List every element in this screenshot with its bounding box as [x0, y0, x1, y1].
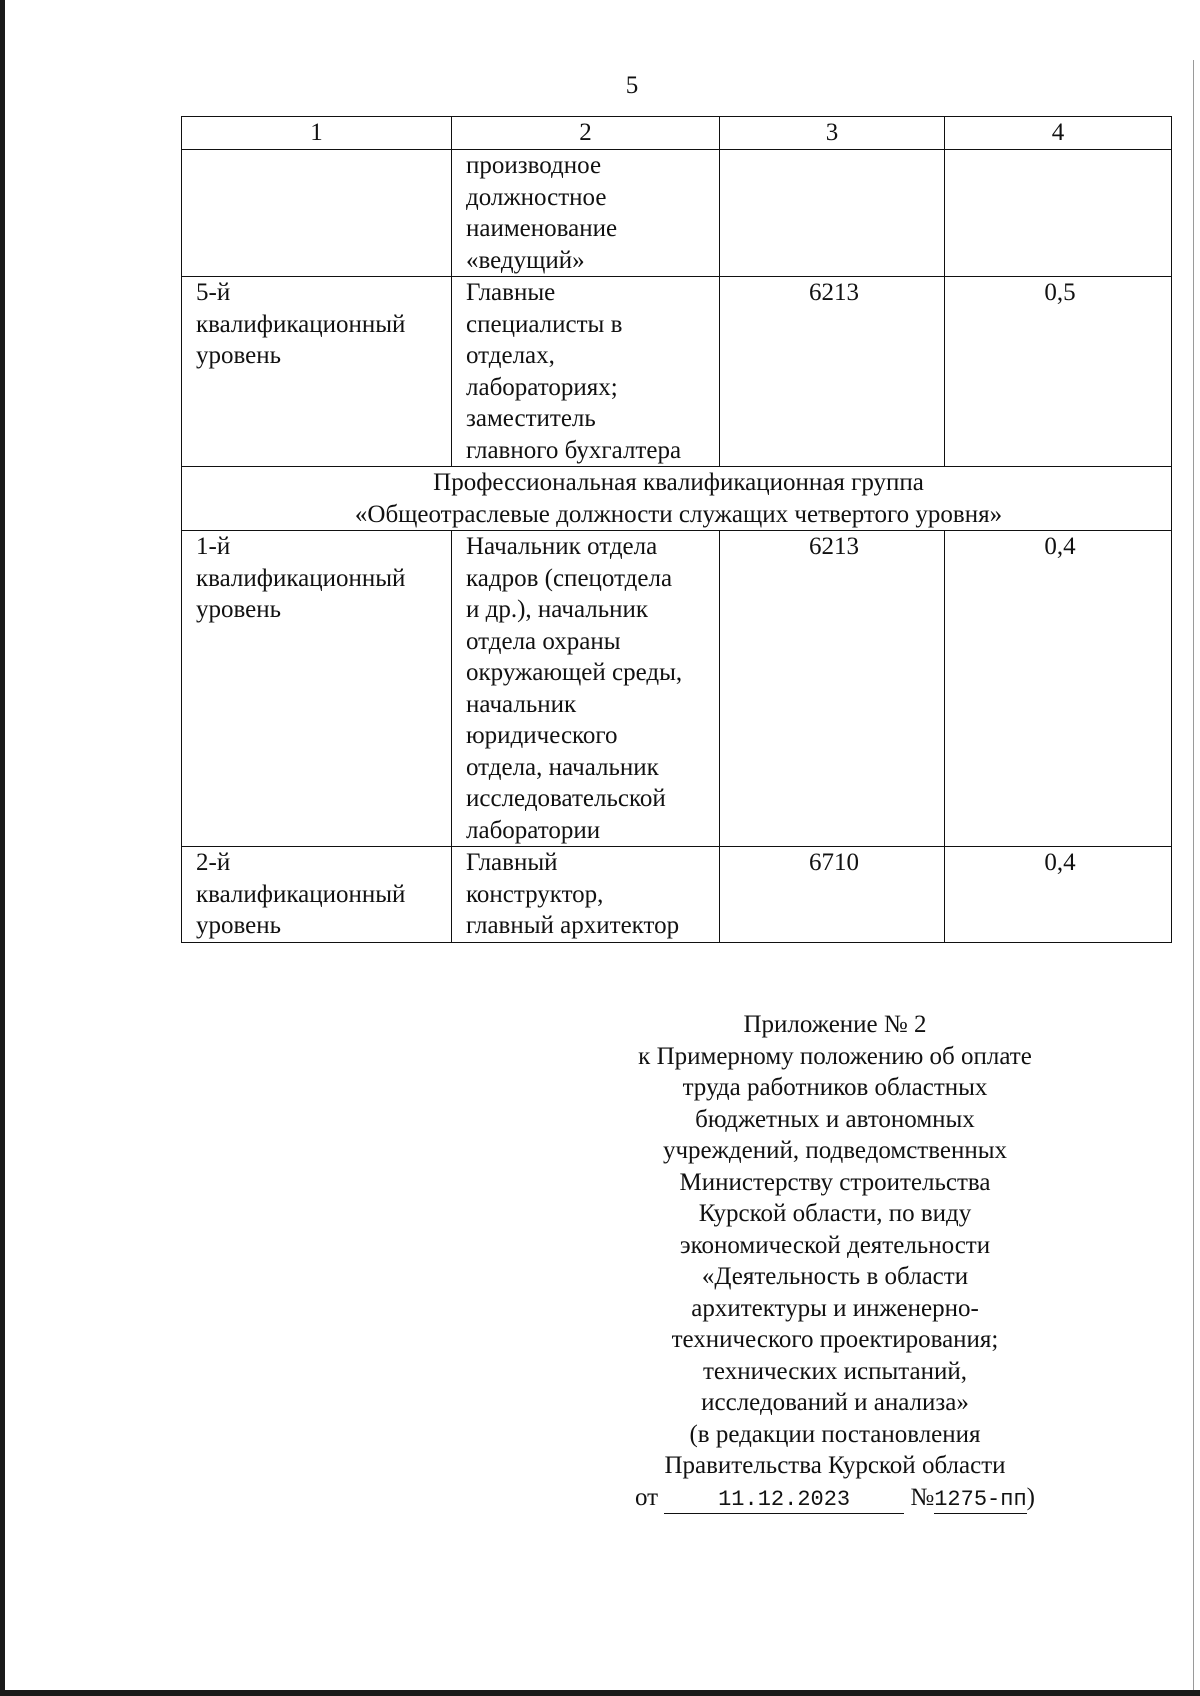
level-line: квалификационный — [196, 564, 406, 592]
level-line: 5-й — [196, 279, 231, 306]
position-line: лаборатории — [466, 816, 601, 844]
position-line: кадров (спецотдела — [466, 564, 673, 592]
level-line: 2-й — [196, 849, 231, 876]
appendix-line: исследований и анализа» — [701, 1389, 969, 1416]
appendix-block — [590, 1009, 1080, 1514]
position-line: окружающей среды, — [466, 659, 683, 686]
appendix-line: учреждений, подведомственных — [662, 1137, 1008, 1164]
position-line: лабораториях; — [466, 373, 618, 401]
position-line: Начальник отдела — [466, 533, 658, 560]
position-cell — [452, 531, 720, 847]
appendix-line: Министерству строительства — [679, 1168, 991, 1196]
header-cell: 1 — [182, 117, 452, 150]
position-cell — [452, 277, 720, 467]
level-cell — [182, 531, 452, 847]
position-line: производное — [466, 152, 602, 179]
header-cell: 2 — [452, 117, 720, 150]
group-header-row — [182, 467, 1172, 531]
appendix-line: «Деятельность в области — [701, 1263, 969, 1290]
scan-border-bottom — [0, 1690, 1200, 1696]
position-line: наименование — [466, 215, 618, 242]
page-number: 5 — [625, 72, 639, 99]
appendix-line: (в редакции постановления — [689, 1420, 981, 1448]
position-line: главного бухгалтера — [466, 436, 682, 464]
position-line: Главный — [466, 849, 558, 876]
code-cell: 6213 — [720, 531, 945, 847]
position-line: отделах, — [466, 342, 555, 369]
level-cell — [182, 277, 452, 467]
table-row — [182, 531, 1172, 847]
header-cell: 4 — [945, 117, 1172, 150]
coefficient-cell: 0,4 — [945, 531, 1172, 847]
position-line: специалисты в — [466, 310, 623, 338]
appendix-line: труда работников областных — [682, 1074, 988, 1101]
position-line: главный архитектор — [466, 912, 680, 939]
level-cell — [182, 150, 452, 277]
table-header-row — [182, 117, 1172, 150]
position-line: начальник — [466, 690, 577, 718]
appendix-line: к Примерному положению об оплате — [638, 1042, 1032, 1070]
code-cell: 6710 — [720, 847, 945, 943]
level-line: уровень — [196, 912, 282, 939]
position-line: отдела, начальник — [466, 753, 659, 781]
code-cell — [720, 150, 945, 277]
number-prefix: № — [910, 1483, 935, 1511]
code-cell: 6213 — [720, 277, 945, 467]
coefficient-cell — [945, 150, 1172, 277]
level-line: квалификационный — [196, 880, 406, 908]
position-line: заместитель — [466, 405, 596, 432]
decree-date: 11.12.2023 — [664, 1487, 904, 1514]
table-row — [182, 150, 1172, 277]
level-line: 1-й — [196, 533, 231, 560]
position-line: и др.), начальник — [466, 596, 649, 623]
appendix-line: технического проектирования; — [671, 1326, 999, 1353]
appendix-line: экономической деятельности — [679, 1231, 991, 1259]
position-line: юридического — [466, 722, 618, 749]
decree-number: 1275-пп — [934, 1486, 1027, 1512]
position-line: исследовательской — [466, 785, 666, 812]
appendix-title: Приложение № 2 — [743, 1011, 927, 1038]
level-line: уровень — [196, 342, 282, 369]
appendix-line: бюджетных и автономных — [695, 1105, 975, 1133]
position-line: «ведущий» — [466, 246, 585, 274]
group-header-cell — [182, 467, 1172, 531]
appendix-line: Правительства Курской области — [664, 1452, 1006, 1479]
decree-reference — [590, 1482, 1080, 1514]
group-title-line: Профессиональная квалификационная группа — [433, 469, 924, 496]
coefficient-cell: 0,5 — [945, 277, 1172, 467]
appendix-line: архитектуры и инженерно- — [691, 1294, 979, 1322]
scan-border-right — [1193, 60, 1194, 1690]
header-cell: 3 — [720, 117, 945, 150]
closing-paren: ) — [1026, 1483, 1035, 1511]
table-row — [182, 277, 1172, 467]
group-name-line: «Общеотраслевые должности служащих четвертого уровня» — [354, 500, 1003, 528]
position-cell — [452, 847, 720, 943]
level-line: уровень — [196, 596, 282, 623]
position-line: должностное — [466, 183, 607, 211]
level-line: квалификационный — [196, 310, 406, 338]
position-cell — [452, 150, 720, 277]
qualification-table — [181, 116, 1172, 943]
position-line: конструктор, — [466, 880, 604, 908]
coefficient-cell: 0,4 — [945, 847, 1172, 943]
scan-border-left — [0, 0, 5, 1696]
appendix-line: Курской области, по виду — [698, 1200, 972, 1227]
date-prefix: от — [635, 1483, 659, 1511]
position-line: отдела охраны — [466, 627, 621, 655]
position-line: Главные — [466, 279, 556, 306]
level-cell — [182, 847, 452, 943]
appendix-line: технических испытаний, — [703, 1357, 967, 1385]
table-row — [182, 847, 1172, 943]
